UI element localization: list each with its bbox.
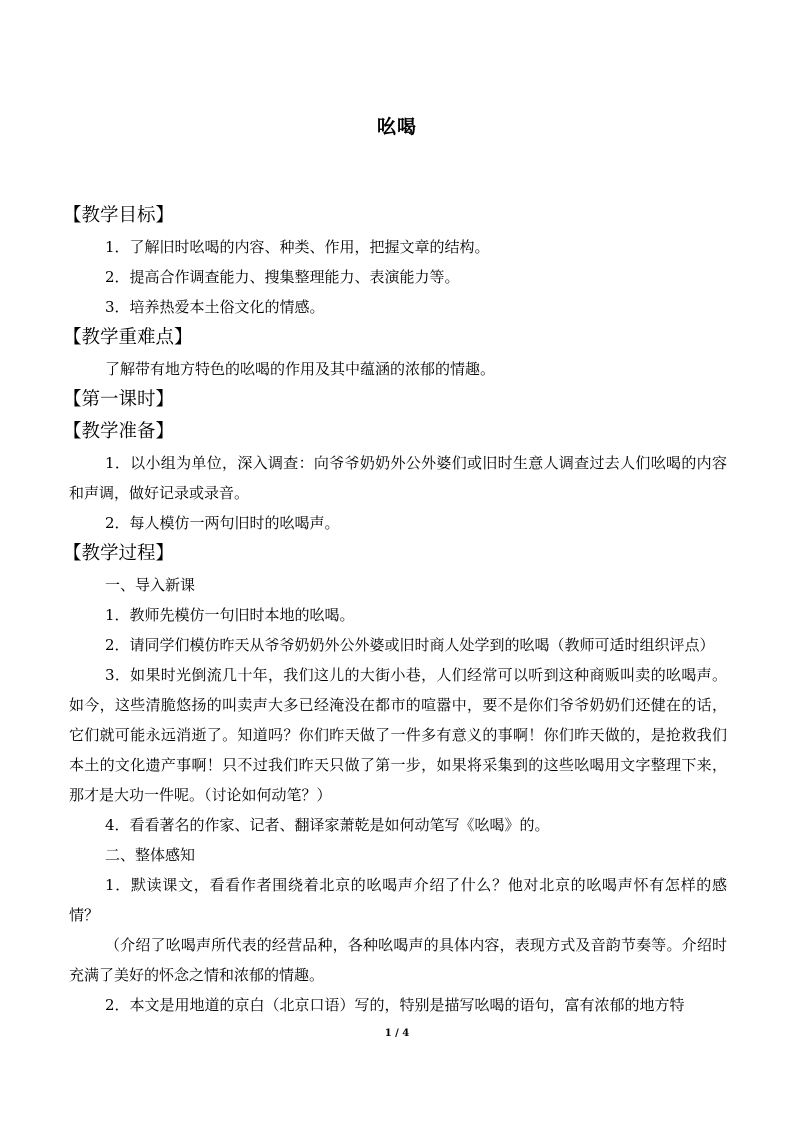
process-item: 2．请同学们模仿昨天从爷爷奶奶外公外婆或旧时商人处学到的吆喝（教师可适时组织评点） (105, 636, 715, 654)
document-body (63, 200, 727, 1020)
page-number: 1 / 4 (384, 1028, 410, 1039)
goal-item: 2．提高合作调查能力、搜集整理能力、表演能力等。 (105, 268, 460, 286)
process-item: 1．默读课文，看看作者围绕着北京的吆喝声介绍了什么？他对北京的吆喝声怀有怎样的感情？ (69, 876, 727, 924)
process-item: （介绍了吆喝声所代表的经营品种，各种吆喝声的具体内容，表现方式及音韵节奏等。介绍时充满了美好的怀念之情和浓郁的情趣。 (69, 936, 727, 984)
section-heading-process: 【教学过程】 (63, 543, 175, 564)
process-item: 3．如果时光倒流几十年，我们这儿的大街小巷，人们经常可以听到这种商贩叫卖的吆喝声。如今，这些清脆悠扬的叫卖声大多已经淹没在都市的喧嚣中，要不是你们爷爷奶奶们还健在的话，它们就可能永远消逝了。知道吗？你们昨天做了一件多有意义的事啊！你们昨天做的，是抢救我们本土的文化遗产事啊！只不过我们昨天只做了第一步，如果将采集到的这些吆喝用文字整理下来，那才是大功一件呢。（讨论如何动笔？） (69, 666, 727, 804)
process-item: 2．本文是用地道的京白（北京口语）写的，特别是描写吆喝的语句，富有浓郁的地方特 (105, 996, 685, 1014)
prep-item: 1．以小组为单位，深入调查：向爷爷奶奶外公外婆们或旧时生意人调查过去人们吆喝的内容和声调，做好记录或录音。 (69, 454, 727, 502)
process-item: 1．教师先模仿一句旧时本地的吆喝。 (105, 606, 355, 624)
keypoints-text: 了解带有地方特色的吆喝的作用及其中蕴涵的浓郁的情趣。 (105, 360, 496, 378)
goal-item: 1．了解旧时吆喝的内容、种类、作用，把握文章的结构。 (105, 238, 490, 256)
section-heading-lesson: 【第一课时】 (63, 389, 175, 410)
process-part-title: 二、整体感知 (105, 846, 196, 864)
goal-item: 3．培养热爱本土俗文化的情感。 (105, 298, 325, 316)
process-item: 4．看看著名的作家、记者、翻译家萧乾是如何动笔写《吆喝》的。 (105, 816, 550, 834)
page-title: 吆喝 (376, 116, 417, 138)
process-part-title: 一、导入新课 (105, 576, 196, 594)
section-heading-goals: 【教学目标】 (63, 205, 175, 226)
section-heading-keypoints: 【教学重难点】 (63, 327, 193, 348)
prep-item: 2．每人模仿一两句旧时的吆喝声。 (105, 514, 340, 532)
section-heading-prep: 【教学准备】 (63, 421, 175, 442)
